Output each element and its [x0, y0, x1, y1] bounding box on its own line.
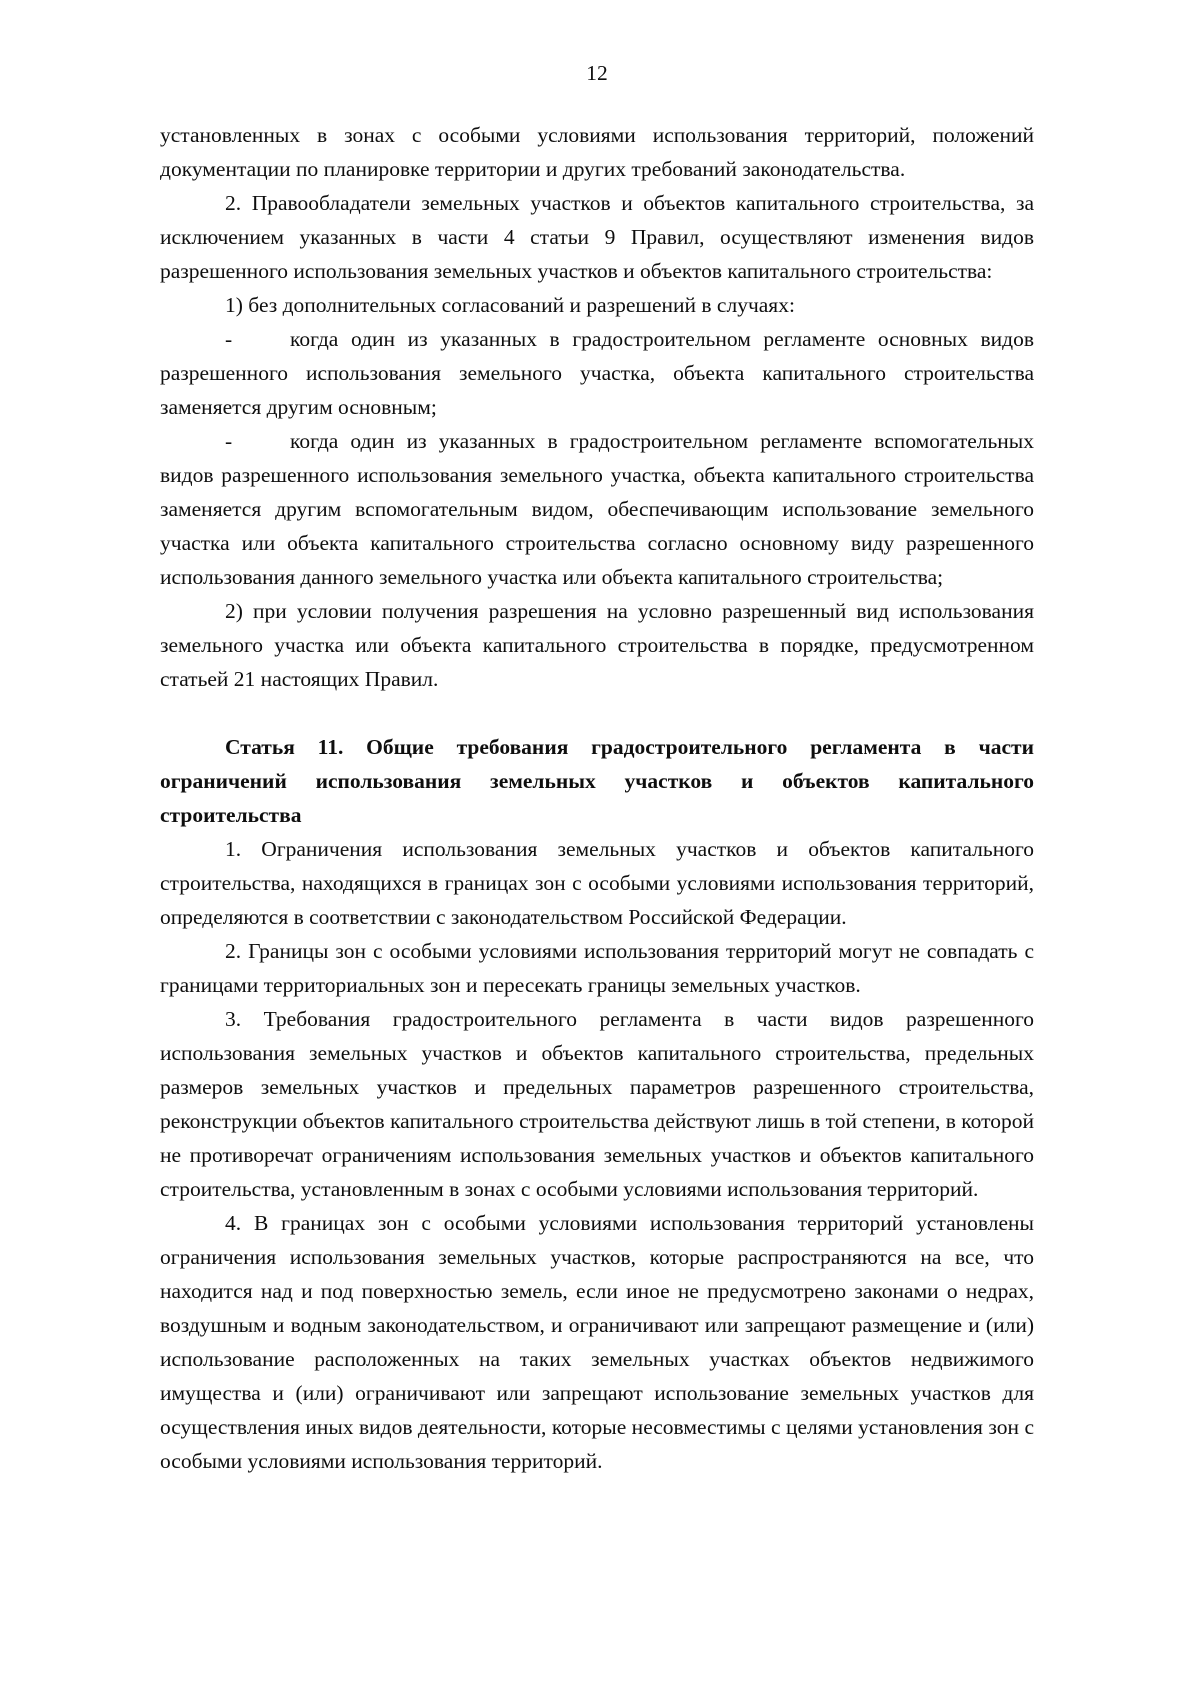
paragraph-item-2: 2. Правообладатели земельных участков и объектов капитального строительства, за исключением указанных в части 4 статьи 9 Правил, осуществляют изменения видов разрешенного использования земельных участков и объектов капитального строительства: — [160, 191, 1034, 283]
paragraph-continuation: установленных в зонах с особыми условиями использования территорий, положений документации по планировке территории и других требований законодательства. — [160, 123, 1034, 181]
paragraph-clause-1: 1. Ограничения использования земельных участков и объектов капитального строительства, находящихся в границах зон с особыми условиями использования территорий, определяются в соответствии с законодательством Российской Федерации. — [160, 837, 1034, 929]
article-11-heading: Статья 11. Общие требования градостроительного регламента в части ограничений использования земельных участков и объектов капитального строительства — [160, 735, 1034, 827]
paragraph-dash-item — [160, 424, 1034, 594]
paragraph-clause-3: 3. Требования градостроительного регламента в части видов разрешенного использования земельных участков и объектов капитального строительства, предельных размеров земельных участков и предельных параметров разрешенного строительства, реконструкции объектов капитального строительства действуют лишь в той степени, в которой не противоречат ограничениям использования земельных участков и объектов капитального строительства, установленным в зонах с особыми условиями использования территорий. — [160, 1007, 1034, 1201]
paragraph-clause-4: 4. В границах зон с особыми условиями использования территорий установлены ограничения использования земельных участков, которые распространяются на все, что находится над и под поверхностью земель, если иное не предусмотрено законами о недрах, воздушным и водным законодательством, и ограничивают или запрещают размещение и (или) использование расположенных на таких земельных участках объектов недвижимого имущества и (или) ограничивают или запрещают использование земельных участков для осуществления иных видов деятельности, которые несовместимы с целями установления зон с особыми условиями использования территорий. — [160, 1211, 1034, 1473]
paragraph-subitem-1: 1) без дополнительных согласований и разрешений в случаях: — [225, 293, 795, 317]
dash-marker: - — [225, 429, 233, 453]
dash-item-text: когда один из указанных в градостроительном регламенте вспомогательных видов разрешенного использования земельного участка, объекта капитального строительства заменяется другим вспомогательным видом, обеспечивающим использование земельного участка или объекта капитального строительства согласно основному виду разрешенного использования данного земельного участка или объекта капитального строительства; — [160, 429, 1034, 589]
paragraph-dash-item — [160, 322, 1034, 424]
paragraph-subitem-2: 2) при условии получения разрешения на условно разрешенный вид использования земельного участка или объекта капитального строительства в порядке, предусмотренном статьей 21 настоящих Правил. — [160, 599, 1034, 691]
page-number: 12 — [586, 61, 608, 85]
paragraph-clause-2: 2. Границы зон с особыми условиями использования территорий могут не совпадать с границами территориальных зон и пересекать границы земельных участков. — [160, 939, 1034, 997]
dash-marker: - — [225, 327, 233, 351]
dash-item-text: когда один из указанных в градостроительном регламенте основных видов разрешенного использования земельного участка, объекта капитального строительства заменяется другим основным; — [160, 327, 1034, 419]
